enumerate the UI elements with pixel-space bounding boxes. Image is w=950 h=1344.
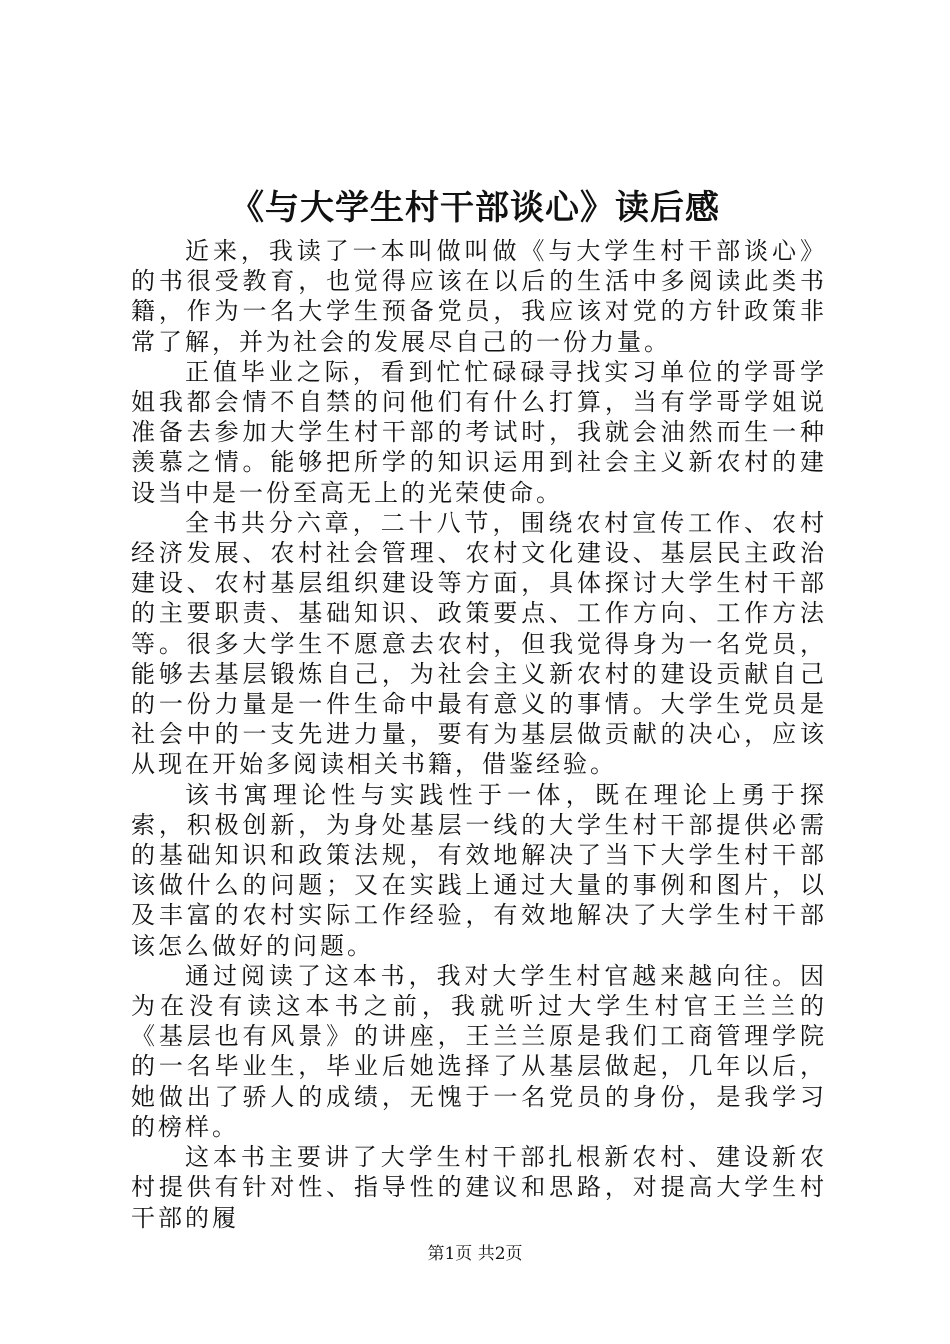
paragraph: 通过阅读了这本书，我对大学生村官越来越向往。因为在没有读这本书之前，我就听过大学生村官王兰兰的《基层也有风景》的讲座，王兰兰原是我们工商管理学院的一名毕业生，毕业后她选择了从基层做起，几年以后，她做出了骄人的成绩，无愧于一名党员的身份，是我学习的榜样。 [131, 961, 827, 1141]
paragraph: 这本书主要讲了大学生村干部扎根新农村、建设新农村提供有针对性、指导性的建议和思路，对提高大学生村干部的履 [131, 1143, 827, 1232]
document-body [131, 236, 827, 1233]
page-footer: 第1页 共2页 [427, 1244, 523, 1264]
paragraph: 全书共分六章，二十八节，围绕农村宣传工作、农村经济发展、农村社会管理、农村文化建设、基层民主政治建设、农村基层组织建设等方面，具体探讨大学生村干部的主要职责、基础知识、政策要点、工作方向、工作方法等。很多大学生不愿意去农村，但我觉得身为一名党员，能够去基层锻炼自己，为社会主义新农村的建设贡献自己的一份力量是一件生命中最有意义的事情。大学生党员是社会中的一支先进力量，要有为基层做贡献的决心，应该从现在开始多阅读相关书籍，借鉴经验。 [131, 508, 827, 779]
paragraph: 该书寓理论性与实践性于一体，既在理论上勇于探索，积极创新，为身处基层一线的大学生村干部提供必需的基础知识和政策法规，有效地解决了当下大学生村干部该做什么的问题；又在实践上通过大量的事例和图片，以及丰富的农村实际工作经验，有效地解决了大学生村干部该怎么做好的问题。 [131, 780, 827, 960]
paragraph: 近来，我读了一本叫做叫做《与大学生村干部谈心》的书很受教育，也觉得应该在以后的生活中多阅读此类书籍，作为一名大学生预备党员，我应该对党的方针政策非常了解，并为社会的发展尽自己的一份力量。 [131, 237, 827, 356]
paragraph: 正值毕业之际，看到忙忙碌碌寻找实习单位的学哥学姐我都会情不自禁的问他们有什么打算，当有学哥学姐说准备去参加大学生村干部的考试时，我就会油然而生一种羡慕之情。能够把所学的知识运用到社会主义新农村的建设当中是一份至高无上的光荣使命。 [131, 357, 827, 507]
document-title: 《与大学生村干部谈心》读后感 [230, 188, 720, 228]
